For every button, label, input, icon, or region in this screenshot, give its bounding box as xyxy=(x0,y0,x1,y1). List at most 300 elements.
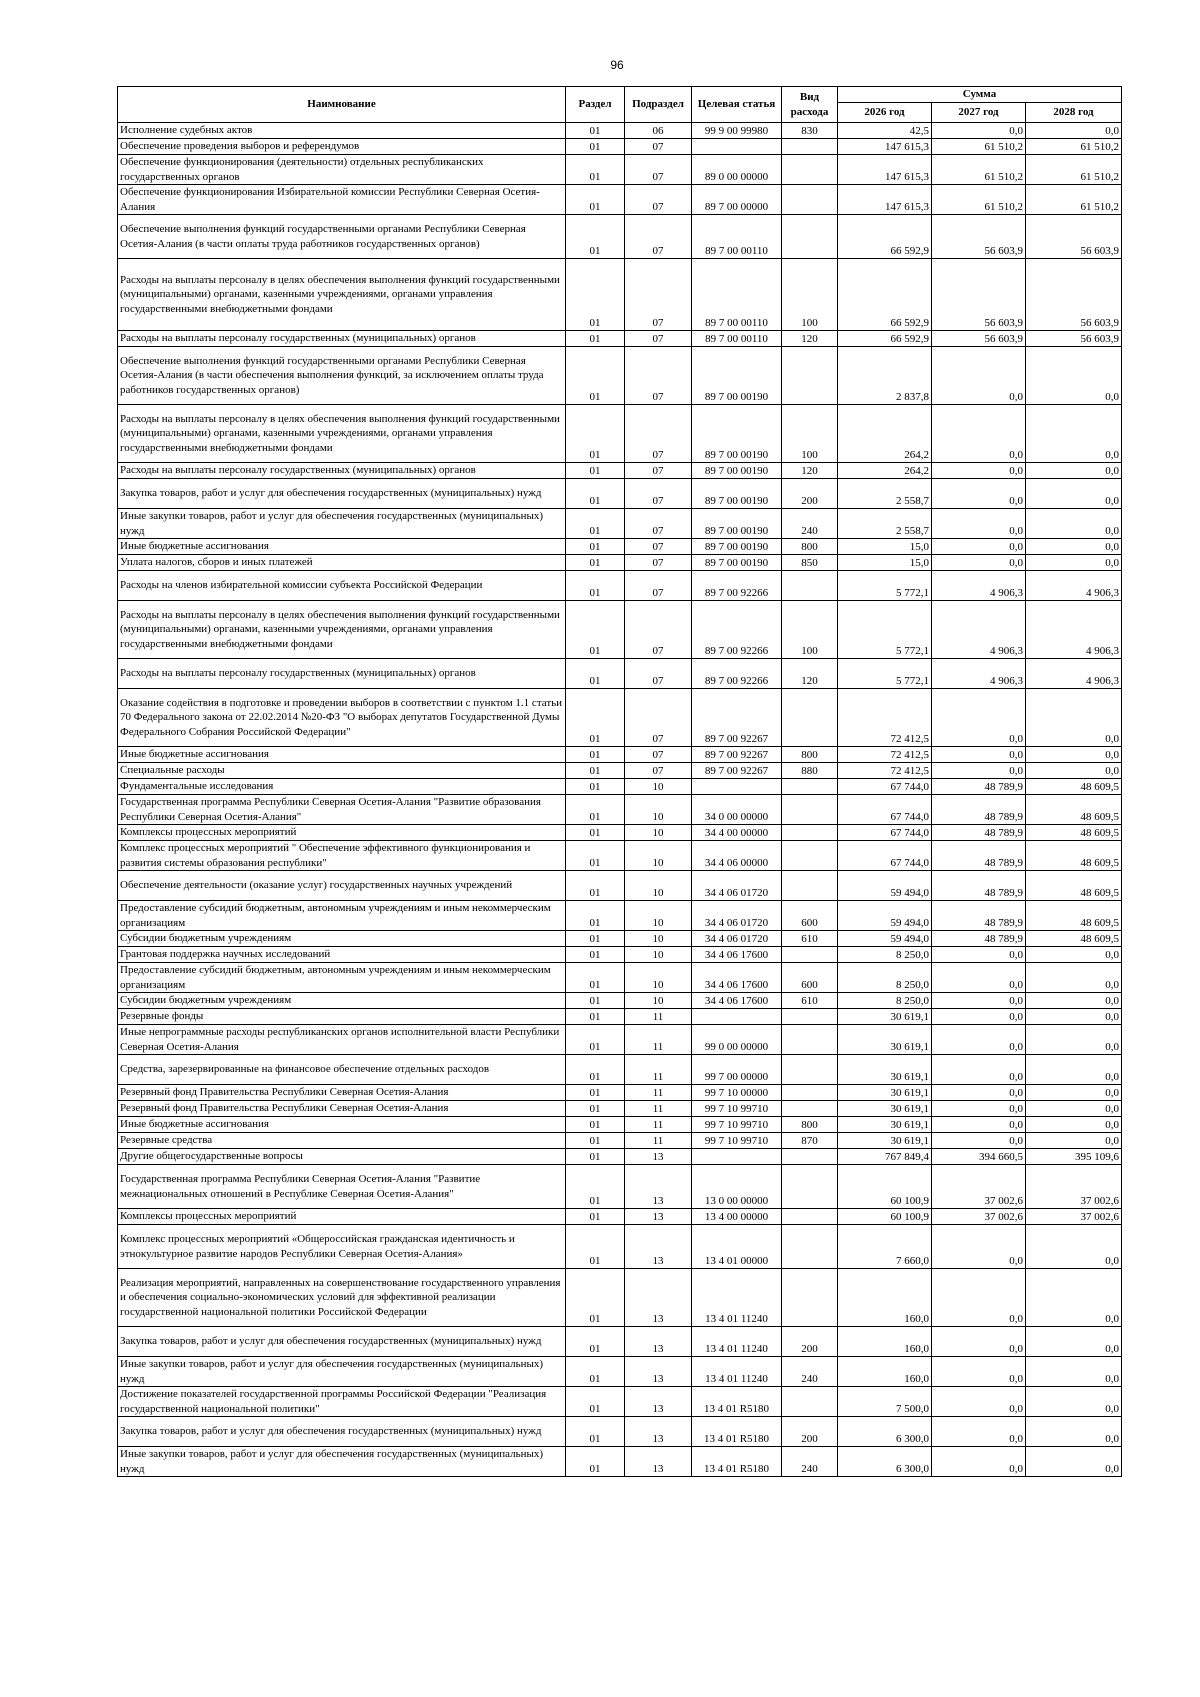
row-expense-type: 100 xyxy=(782,259,838,331)
row-value-2028: 0,0 xyxy=(1026,1133,1122,1149)
row-section: 01 xyxy=(566,1117,625,1133)
row-expense-type xyxy=(782,1165,838,1209)
row-target: 89 0 00 00000 xyxy=(692,155,782,185)
row-expense-type xyxy=(782,1149,838,1165)
row-subsection: 13 xyxy=(625,1357,692,1387)
row-expense-type: 830 xyxy=(782,123,838,139)
row-target: 89 7 00 92266 xyxy=(692,601,782,659)
row-subsection: 07 xyxy=(625,659,692,689)
table-row xyxy=(118,1133,1122,1149)
row-section: 01 xyxy=(566,871,625,901)
row-name: Закупка товаров, работ и услуг для обеспечения государственных (муниципальных) нужд xyxy=(118,1327,566,1357)
row-value-2028: 61 510,2 xyxy=(1026,139,1122,155)
row-value-2026: 66 592,9 xyxy=(838,331,932,347)
row-target: 13 4 01 R5180 xyxy=(692,1447,782,1477)
header-subsection: Подраздел xyxy=(625,87,692,123)
row-value-2028: 0,0 xyxy=(1026,123,1122,139)
row-name: Иные непрограммные расходы республиканских органов исполнительной власти Республики Северная Осетия-Алания xyxy=(118,1025,566,1055)
row-name: Иные бюджетные ассигнования xyxy=(118,539,566,555)
row-section: 01 xyxy=(566,259,625,331)
row-value-2028: 0,0 xyxy=(1026,509,1122,539)
header-year-2026: 2026 год xyxy=(838,103,932,123)
row-value-2028: 0,0 xyxy=(1026,993,1122,1009)
row-subsection: 13 xyxy=(625,1417,692,1447)
table-row xyxy=(118,259,1122,331)
row-section: 01 xyxy=(566,947,625,963)
row-value-2026: 67 744,0 xyxy=(838,841,932,871)
row-value-2027: 48 789,9 xyxy=(932,825,1026,841)
row-value-2028: 56 603,9 xyxy=(1026,215,1122,259)
row-section: 01 xyxy=(566,901,625,931)
row-section: 01 xyxy=(566,1149,625,1165)
row-value-2026: 67 744,0 xyxy=(838,779,932,795)
row-value-2026: 67 744,0 xyxy=(838,795,932,825)
row-subsection: 07 xyxy=(625,139,692,155)
row-expense-type xyxy=(782,347,838,405)
row-value-2028: 37 002,6 xyxy=(1026,1209,1122,1225)
row-value-2026: 6 300,0 xyxy=(838,1417,932,1447)
row-subsection: 07 xyxy=(625,463,692,479)
table-row xyxy=(118,1447,1122,1477)
row-value-2028: 4 906,3 xyxy=(1026,571,1122,601)
row-name: Другие общегосударственные вопросы xyxy=(118,1149,566,1165)
table-row xyxy=(118,747,1122,763)
row-name: Комплексы процессных мероприятий xyxy=(118,825,566,841)
row-value-2026: 7 500,0 xyxy=(838,1387,932,1417)
row-section: 01 xyxy=(566,659,625,689)
row-name: Резервный фонд Правительства Республики Северная Осетия-Алания xyxy=(118,1101,566,1117)
row-value-2028: 4 906,3 xyxy=(1026,601,1122,659)
row-value-2027: 48 789,9 xyxy=(932,795,1026,825)
row-name: Иные бюджетные ассигнования xyxy=(118,1117,566,1133)
table-row xyxy=(118,841,1122,871)
table-row xyxy=(118,1149,1122,1165)
row-name: Иные закупки товаров, работ и услуг для обеспечения государственных (муниципальных) нужд xyxy=(118,1447,566,1477)
row-name: Обеспечение функционирования (деятельности) отдельных республиканских государственных органов xyxy=(118,155,566,185)
row-value-2027: 0,0 xyxy=(932,509,1026,539)
row-target: 34 4 06 01720 xyxy=(692,901,782,931)
row-section: 01 xyxy=(566,931,625,947)
row-expense-type xyxy=(782,571,838,601)
row-expense-type xyxy=(782,795,838,825)
row-subsection: 10 xyxy=(625,795,692,825)
row-value-2026: 2 558,7 xyxy=(838,479,932,509)
row-expense-type: 870 xyxy=(782,1133,838,1149)
row-value-2027: 61 510,2 xyxy=(932,155,1026,185)
row-name: Предоставление субсидий бюджетным, автономным учреждениям и иным некоммерческим организациям xyxy=(118,963,566,993)
row-target: 13 4 01 R5180 xyxy=(692,1387,782,1417)
row-value-2027: 0,0 xyxy=(932,763,1026,779)
row-expense-type xyxy=(782,139,838,155)
row-subsection: 13 xyxy=(625,1149,692,1165)
row-value-2027: 56 603,9 xyxy=(932,331,1026,347)
row-target: 89 7 00 92266 xyxy=(692,571,782,601)
row-section: 01 xyxy=(566,1447,625,1477)
table-row xyxy=(118,1417,1122,1447)
row-name: Оказание содействия в подготовке и проведении выборов в соответствии с пунктом 1.1 статьи 70 Федерального закона от 22.02.2014 №20-ФЗ "О выборах депутатов Государственной Думы Федерального Собрания Российской Федерации" xyxy=(118,689,566,747)
row-value-2028: 0,0 xyxy=(1026,1447,1122,1477)
row-section: 01 xyxy=(566,963,625,993)
row-subsection: 07 xyxy=(625,571,692,601)
row-subsection: 07 xyxy=(625,747,692,763)
row-value-2027: 0,0 xyxy=(932,555,1026,571)
row-value-2027: 61 510,2 xyxy=(932,185,1026,215)
table-row xyxy=(118,795,1122,825)
row-value-2027: 0,0 xyxy=(932,1387,1026,1417)
row-value-2028: 48 609,5 xyxy=(1026,841,1122,871)
row-target: 13 4 01 11240 xyxy=(692,1327,782,1357)
row-expense-type xyxy=(782,689,838,747)
row-value-2028: 0,0 xyxy=(1026,479,1122,509)
row-value-2027: 0,0 xyxy=(932,1055,1026,1085)
row-target: 89 7 00 92267 xyxy=(692,763,782,779)
row-value-2028: 56 603,9 xyxy=(1026,259,1122,331)
table-row xyxy=(118,571,1122,601)
row-expense-type xyxy=(782,1055,838,1085)
row-subsection: 07 xyxy=(625,601,692,659)
row-subsection: 13 xyxy=(625,1387,692,1417)
row-value-2027: 37 002,6 xyxy=(932,1165,1026,1209)
row-expense-type xyxy=(782,155,838,185)
row-target xyxy=(692,779,782,795)
row-target: 89 7 00 92267 xyxy=(692,747,782,763)
page-number: 96 xyxy=(610,58,624,72)
table-row xyxy=(118,659,1122,689)
row-section: 01 xyxy=(566,139,625,155)
row-target: 89 7 00 92267 xyxy=(692,689,782,747)
row-value-2027: 0,0 xyxy=(932,1327,1026,1357)
row-value-2027: 0,0 xyxy=(932,347,1026,405)
row-subsection: 06 xyxy=(625,123,692,139)
row-value-2026: 30 619,1 xyxy=(838,1133,932,1149)
row-expense-type: 880 xyxy=(782,763,838,779)
row-value-2027: 0,0 xyxy=(932,1447,1026,1477)
row-name: Государственная программа Республики Северная Осетия-Алания "Развитие межнациональных отношений в Республике Северная Осетия-Алания" xyxy=(118,1165,566,1209)
row-value-2026: 30 619,1 xyxy=(838,1009,932,1025)
row-section: 01 xyxy=(566,463,625,479)
row-value-2028: 395 109,6 xyxy=(1026,1149,1122,1165)
row-subsection: 11 xyxy=(625,1117,692,1133)
row-section: 01 xyxy=(566,825,625,841)
row-subsection: 07 xyxy=(625,555,692,571)
row-section: 01 xyxy=(566,747,625,763)
row-value-2027: 48 789,9 xyxy=(932,871,1026,901)
table-row xyxy=(118,331,1122,347)
row-section: 01 xyxy=(566,405,625,463)
row-value-2028: 0,0 xyxy=(1026,963,1122,993)
row-value-2028: 4 906,3 xyxy=(1026,659,1122,689)
row-expense-type xyxy=(782,779,838,795)
row-subsection: 13 xyxy=(625,1165,692,1209)
row-expense-type xyxy=(782,185,838,215)
row-expense-type: 200 xyxy=(782,1417,838,1447)
header-target: Целевая статья xyxy=(692,87,782,123)
row-name: Расходы на членов избирательной комиссии субъекта Российской Федерации xyxy=(118,571,566,601)
row-name: Расходы на выплаты персоналу в целях обеспечения выполнения функций государственными (муниципальными) органами, казенными учреждениями, органами управления государственными внебюджетными фондами xyxy=(118,405,566,463)
row-expense-type: 610 xyxy=(782,993,838,1009)
row-expense-type: 610 xyxy=(782,931,838,947)
row-value-2028: 0,0 xyxy=(1026,347,1122,405)
row-expense-type: 120 xyxy=(782,659,838,689)
table-row xyxy=(118,901,1122,931)
row-name: Комплексы процессных мероприятий xyxy=(118,1209,566,1225)
row-value-2026: 264,2 xyxy=(838,405,932,463)
row-target: 89 7 00 00110 xyxy=(692,215,782,259)
table-header xyxy=(118,87,1122,123)
table-row xyxy=(118,963,1122,993)
row-expense-type xyxy=(782,1269,838,1327)
row-value-2028: 56 603,9 xyxy=(1026,331,1122,347)
row-value-2027: 0,0 xyxy=(932,1085,1026,1101)
table-row xyxy=(118,1225,1122,1269)
row-value-2027: 48 789,9 xyxy=(932,841,1026,871)
row-value-2026: 7 660,0 xyxy=(838,1225,932,1269)
row-value-2028: 48 609,5 xyxy=(1026,871,1122,901)
row-section: 01 xyxy=(566,1101,625,1117)
row-target: 99 7 10 99710 xyxy=(692,1101,782,1117)
row-expense-type xyxy=(782,1009,838,1025)
row-subsection: 07 xyxy=(625,539,692,555)
row-target: 34 4 06 01720 xyxy=(692,871,782,901)
row-value-2027: 0,0 xyxy=(932,123,1026,139)
row-section: 01 xyxy=(566,479,625,509)
row-target: 34 4 06 17600 xyxy=(692,963,782,993)
row-name: Фундаментальные исследования xyxy=(118,779,566,795)
row-expense-type: 600 xyxy=(782,901,838,931)
budget-table xyxy=(117,86,1122,1477)
row-target xyxy=(692,1149,782,1165)
row-subsection: 07 xyxy=(625,185,692,215)
row-value-2028: 0,0 xyxy=(1026,747,1122,763)
row-value-2026: 30 619,1 xyxy=(838,1085,932,1101)
row-value-2027: 0,0 xyxy=(932,463,1026,479)
row-subsection: 10 xyxy=(625,993,692,1009)
table-row xyxy=(118,1269,1122,1327)
table-row xyxy=(118,1101,1122,1117)
row-expense-type: 850 xyxy=(782,555,838,571)
table-row xyxy=(118,215,1122,259)
row-value-2026: 60 100,9 xyxy=(838,1209,932,1225)
row-value-2027: 48 789,9 xyxy=(932,901,1026,931)
table-row xyxy=(118,1025,1122,1055)
row-name: Обеспечение функционирования Избирательной комиссии Республики Северная Осетия-Алания xyxy=(118,185,566,215)
row-value-2027: 0,0 xyxy=(932,1357,1026,1387)
row-subsection: 11 xyxy=(625,1025,692,1055)
row-target: 99 7 10 99710 xyxy=(692,1133,782,1149)
row-subsection: 10 xyxy=(625,779,692,795)
row-value-2028: 48 609,5 xyxy=(1026,795,1122,825)
row-value-2028: 61 510,2 xyxy=(1026,155,1122,185)
row-value-2028: 0,0 xyxy=(1026,1055,1122,1085)
row-value-2027: 0,0 xyxy=(932,947,1026,963)
row-subsection: 10 xyxy=(625,931,692,947)
row-subsection: 13 xyxy=(625,1225,692,1269)
row-value-2027: 0,0 xyxy=(932,479,1026,509)
row-target: 89 7 00 00000 xyxy=(692,185,782,215)
row-value-2028: 0,0 xyxy=(1026,1357,1122,1387)
row-subsection: 07 xyxy=(625,215,692,259)
row-subsection: 07 xyxy=(625,509,692,539)
row-name: Расходы на выплаты персоналу государственных (муниципальных) органов xyxy=(118,463,566,479)
row-section: 01 xyxy=(566,1417,625,1447)
row-value-2028: 48 609,5 xyxy=(1026,901,1122,931)
row-value-2028: 0,0 xyxy=(1026,1009,1122,1025)
row-target: 13 4 00 00000 xyxy=(692,1209,782,1225)
row-expense-type xyxy=(782,1085,838,1101)
row-value-2026: 30 619,1 xyxy=(838,1055,932,1085)
row-section: 01 xyxy=(566,779,625,795)
row-subsection: 10 xyxy=(625,963,692,993)
row-expense-type xyxy=(782,841,838,871)
row-target: 34 4 06 17600 xyxy=(692,947,782,963)
row-name: Иные закупки товаров, работ и услуг для обеспечения государственных (муниципальных) нужд xyxy=(118,1357,566,1387)
table-row xyxy=(118,1055,1122,1085)
row-name: Субсидии бюджетным учреждениям xyxy=(118,931,566,947)
row-target: 89 7 00 00190 xyxy=(692,347,782,405)
row-target: 89 7 00 00190 xyxy=(692,405,782,463)
table-row xyxy=(118,555,1122,571)
row-section: 01 xyxy=(566,509,625,539)
row-name: Реализация мероприятий, направленных на совершенствование государственного управления и обеспечения социально-экономических условий для эффективной реализации государственной национальной политики Российской Федерации xyxy=(118,1269,566,1327)
row-target: 99 9 00 99980 xyxy=(692,123,782,139)
row-value-2028: 0,0 xyxy=(1026,947,1122,963)
row-section: 01 xyxy=(566,689,625,747)
row-value-2026: 15,0 xyxy=(838,539,932,555)
row-target: 34 4 06 17600 xyxy=(692,993,782,1009)
row-section: 01 xyxy=(566,1209,625,1225)
row-value-2027: 0,0 xyxy=(932,1269,1026,1327)
row-subsection: 10 xyxy=(625,825,692,841)
row-expense-type: 800 xyxy=(782,747,838,763)
row-value-2026: 66 592,9 xyxy=(838,259,932,331)
row-value-2028: 48 609,5 xyxy=(1026,931,1122,947)
row-section: 01 xyxy=(566,331,625,347)
row-name: Обеспечение выполнения функций государственными органами Республики Северная Осетия-Алания (в части обеспечения выполнения функций, за исключением оплаты труда работников государственных органов) xyxy=(118,347,566,405)
row-target: 99 7 00 00000 xyxy=(692,1055,782,1085)
row-subsection: 10 xyxy=(625,947,692,963)
row-value-2026: 2 837,8 xyxy=(838,347,932,405)
row-target: 13 4 01 00000 xyxy=(692,1225,782,1269)
row-section: 01 xyxy=(566,1055,625,1085)
table-row xyxy=(118,1117,1122,1133)
row-name: Достижение показателей государственной программы Российской Федерации "Реализация государственной национальной политики" xyxy=(118,1387,566,1417)
row-value-2026: 59 494,0 xyxy=(838,871,932,901)
row-subsection: 10 xyxy=(625,841,692,871)
row-value-2026: 160,0 xyxy=(838,1357,932,1387)
row-section: 01 xyxy=(566,841,625,871)
row-target: 34 4 06 00000 xyxy=(692,841,782,871)
row-value-2026: 42,5 xyxy=(838,123,932,139)
row-value-2026: 60 100,9 xyxy=(838,1165,932,1209)
table-row xyxy=(118,931,1122,947)
row-target: 99 7 10 99710 xyxy=(692,1117,782,1133)
row-name: Обеспечение деятельности (оказание услуг) государственных научных учреждений xyxy=(118,871,566,901)
row-value-2027: 0,0 xyxy=(932,1225,1026,1269)
row-value-2026: 147 615,3 xyxy=(838,185,932,215)
table-row xyxy=(118,405,1122,463)
row-value-2026: 160,0 xyxy=(838,1269,932,1327)
row-name: Комплекс процессных мероприятий " Обеспечение эффективного функционирования и развития системы образования республики" xyxy=(118,841,566,871)
row-value-2026: 160,0 xyxy=(838,1327,932,1357)
row-value-2027: 0,0 xyxy=(932,1009,1026,1025)
row-value-2026: 30 619,1 xyxy=(838,1101,932,1117)
row-value-2026: 147 615,3 xyxy=(838,139,932,155)
table-row xyxy=(118,1009,1122,1025)
row-subsection: 10 xyxy=(625,871,692,901)
row-subsection: 07 xyxy=(625,479,692,509)
row-value-2027: 61 510,2 xyxy=(932,139,1026,155)
row-subsection: 11 xyxy=(625,1101,692,1117)
row-subsection: 07 xyxy=(625,689,692,747)
row-subsection: 13 xyxy=(625,1269,692,1327)
row-value-2026: 264,2 xyxy=(838,463,932,479)
row-section: 01 xyxy=(566,571,625,601)
row-expense-type: 200 xyxy=(782,479,838,509)
row-target: 99 7 10 00000 xyxy=(692,1085,782,1101)
row-target: 13 4 01 11240 xyxy=(692,1357,782,1387)
header-sum: Сумма xyxy=(838,87,1122,103)
row-value-2026: 2 558,7 xyxy=(838,509,932,539)
row-value-2026: 147 615,3 xyxy=(838,155,932,185)
row-value-2026: 5 772,1 xyxy=(838,601,932,659)
row-value-2027: 56 603,9 xyxy=(932,259,1026,331)
row-value-2028: 0,0 xyxy=(1026,1101,1122,1117)
row-expense-type: 240 xyxy=(782,509,838,539)
row-subsection: 07 xyxy=(625,155,692,185)
row-section: 01 xyxy=(566,1357,625,1387)
row-value-2027: 48 789,9 xyxy=(932,779,1026,795)
row-target: 89 7 00 92266 xyxy=(692,659,782,689)
row-expense-type xyxy=(782,1025,838,1055)
table-row xyxy=(118,509,1122,539)
row-subsection: 13 xyxy=(625,1209,692,1225)
row-value-2027: 0,0 xyxy=(932,1117,1026,1133)
row-name: Средства, зарезервированные на финансовое обеспечение отдельных расходов xyxy=(118,1055,566,1085)
row-name: Иные бюджетные ассигнования xyxy=(118,747,566,763)
row-target: 89 7 00 00110 xyxy=(692,331,782,347)
table-row xyxy=(118,185,1122,215)
row-section: 01 xyxy=(566,1025,625,1055)
header-section: Раздел xyxy=(566,87,625,123)
row-subsection: 07 xyxy=(625,347,692,405)
row-value-2028: 0,0 xyxy=(1026,763,1122,779)
row-value-2027: 4 906,3 xyxy=(932,601,1026,659)
row-value-2026: 59 494,0 xyxy=(838,931,932,947)
row-target: 89 7 00 00190 xyxy=(692,555,782,571)
row-target xyxy=(692,139,782,155)
row-expense-type: 800 xyxy=(782,1117,838,1133)
table-row xyxy=(118,155,1122,185)
row-value-2026: 59 494,0 xyxy=(838,901,932,931)
row-value-2027: 0,0 xyxy=(932,993,1026,1009)
row-name: Резервные фонды xyxy=(118,1009,566,1025)
row-section: 01 xyxy=(566,1269,625,1327)
row-value-2028: 0,0 xyxy=(1026,1269,1122,1327)
table-row xyxy=(118,1327,1122,1357)
row-section: 01 xyxy=(566,215,625,259)
row-value-2027: 0,0 xyxy=(932,689,1026,747)
table-row xyxy=(118,825,1122,841)
row-section: 01 xyxy=(566,601,625,659)
row-value-2026: 8 250,0 xyxy=(838,963,932,993)
row-target: 89 7 00 00190 xyxy=(692,539,782,555)
row-value-2027: 0,0 xyxy=(932,747,1026,763)
header-expense-type: Вид расхода xyxy=(782,87,838,123)
row-name: Резервный фонд Правительства Республики Северная Осетия-Алания xyxy=(118,1085,566,1101)
row-section: 01 xyxy=(566,1009,625,1025)
row-expense-type: 100 xyxy=(782,601,838,659)
row-value-2027: 0,0 xyxy=(932,1417,1026,1447)
